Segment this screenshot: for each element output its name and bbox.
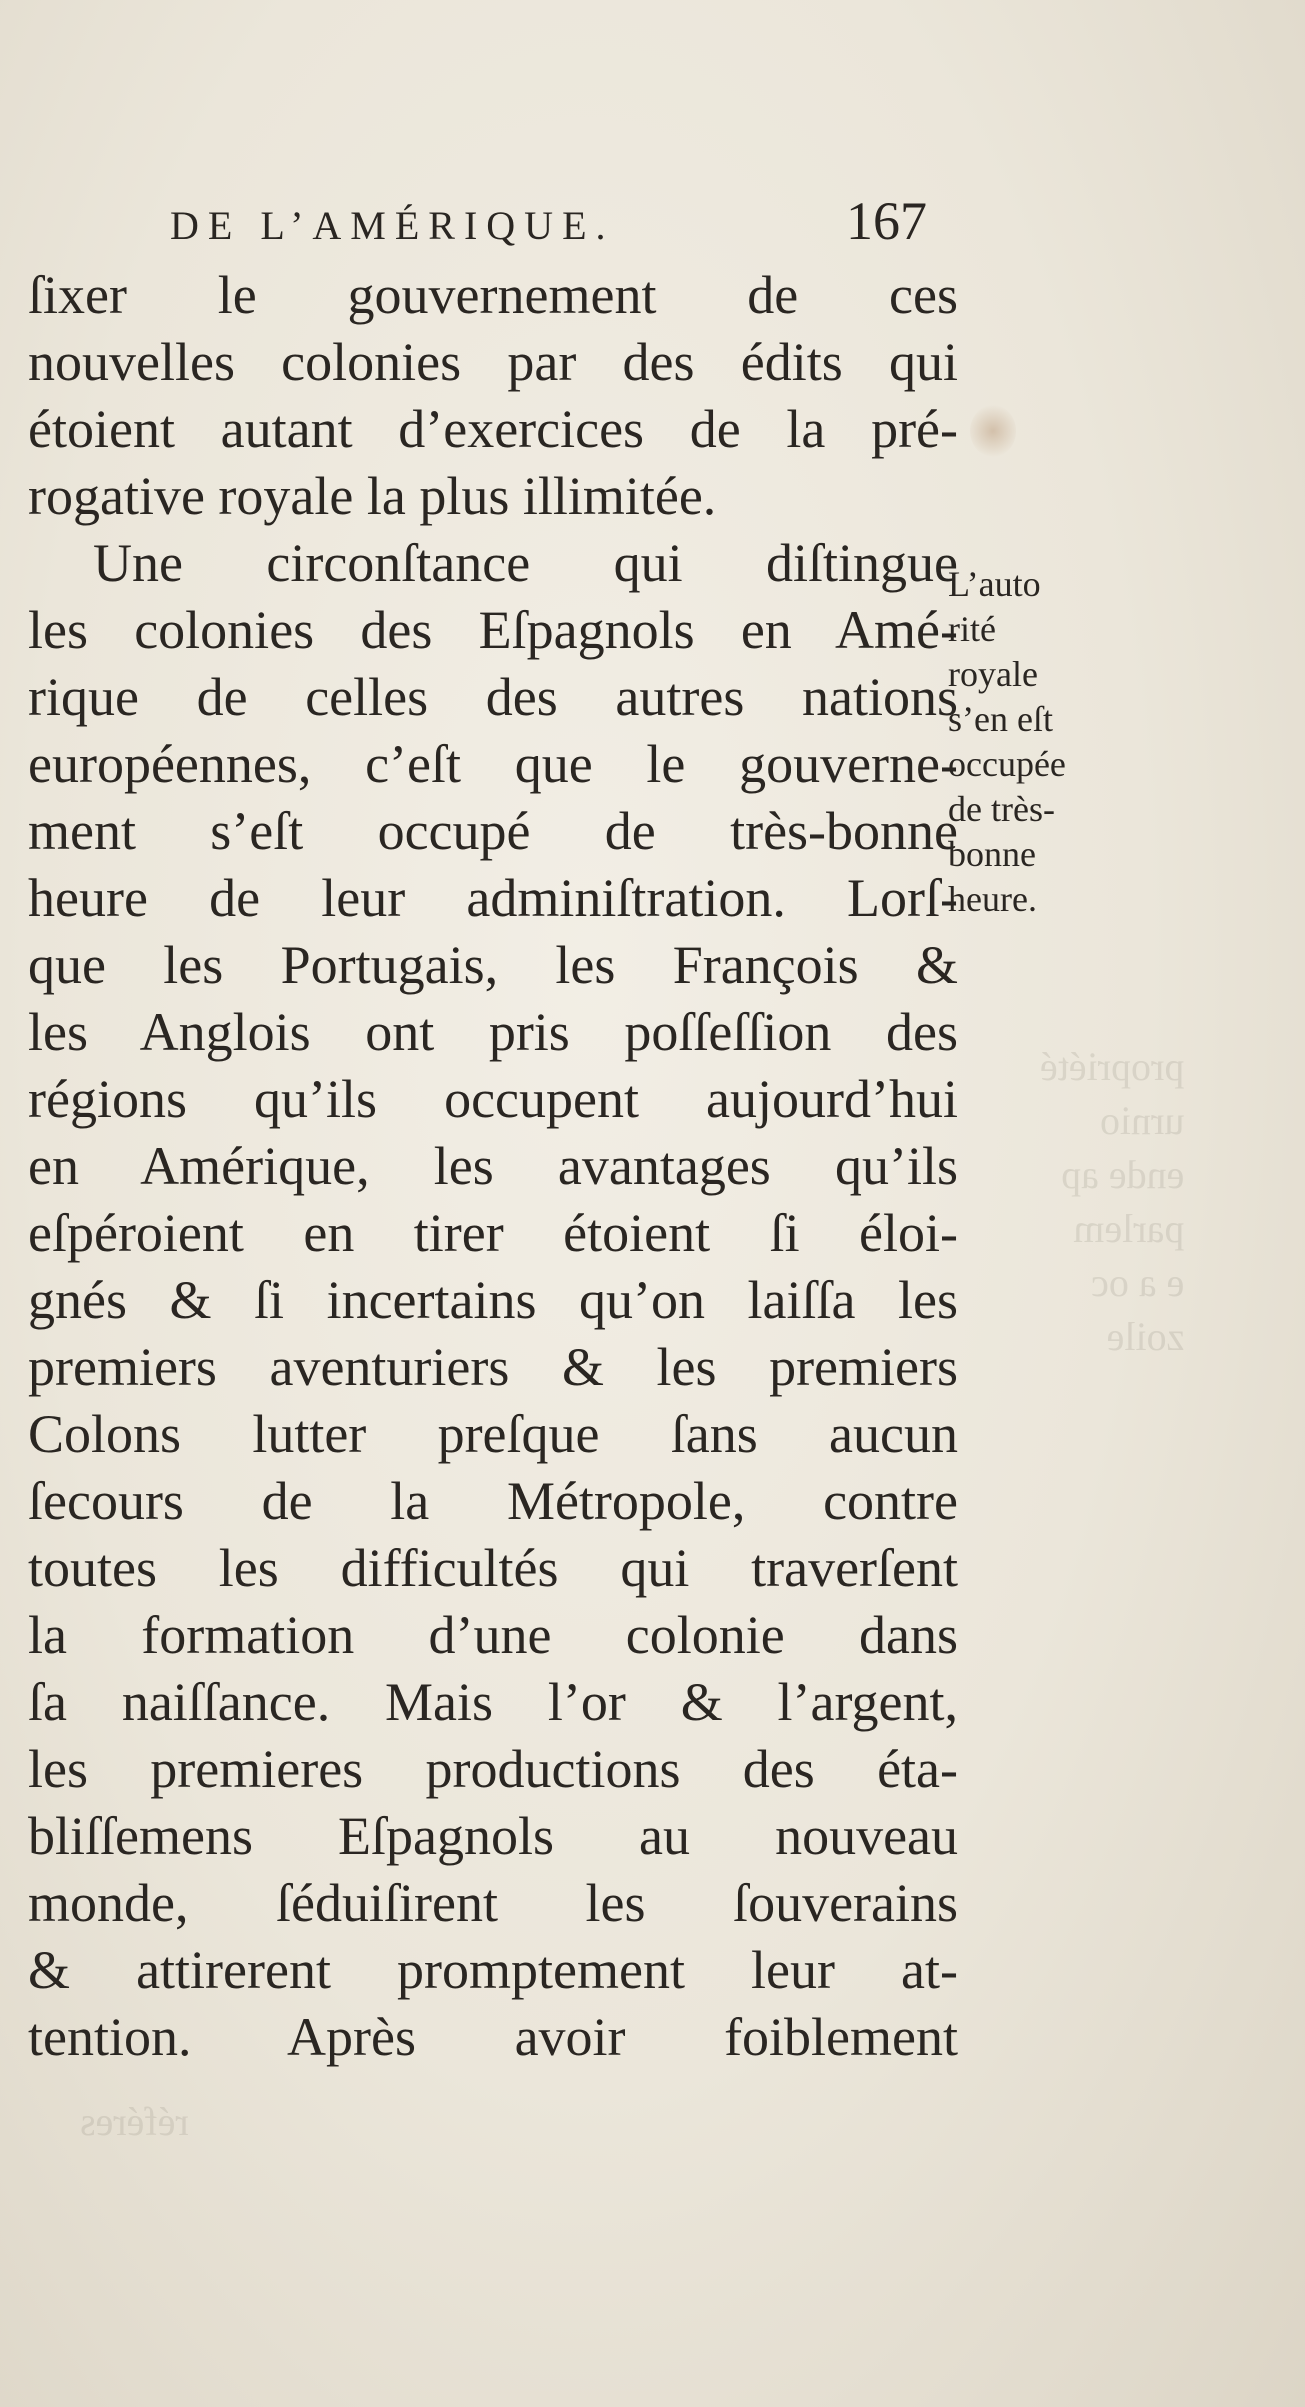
marginal-note-line: royale — [948, 654, 1038, 694]
text-line: étoient autant d’exercices de la pré- — [28, 399, 958, 459]
marginal-note-line: de très- — [948, 789, 1055, 829]
text-line: en Amérique, les avantages qu’ils — [28, 1136, 958, 1196]
marginal-note-line: bonne — [948, 834, 1036, 874]
text-line: les colonies des Eſpagnols en Amé- — [28, 600, 958, 660]
text-line: que les Portugais, les François & — [28, 935, 958, 995]
text-line: européennes, c’eſt que le gouverne- — [28, 734, 958, 794]
text-line: heure de leur adminiſtration. Lorſ- — [28, 868, 958, 928]
text-line: toutes les difficultés qui traverſent — [28, 1538, 958, 1598]
paper-stain — [970, 405, 1016, 457]
marginal-note-line: rité — [948, 609, 996, 649]
text-line: la formation d’une colonie dans — [28, 1605, 958, 1665]
text-line: nouvelles colonies par des édits qui — [28, 332, 958, 392]
marginal-note — [948, 562, 1148, 922]
text-line: bliſſemens Eſpagnols au nouveau — [28, 1806, 958, 1866]
text-line: eſpéroient en tirer étoient ſi éloi- — [28, 1203, 958, 1263]
text-line: gnés & ſi incertains qu’on laiſſa les — [28, 1270, 958, 1330]
text-line: les premieres productions des éta- — [28, 1739, 958, 1799]
text-line: Colons lutter preſque ſans aucun — [28, 1404, 958, 1464]
text-line: monde, ſéduiſirent les ſouverains — [28, 1873, 958, 1933]
text-line: tention. Après avoir foiblement — [28, 2007, 958, 2067]
marginal-note-line: occupée — [948, 744, 1066, 784]
running-header — [170, 190, 945, 260]
text-line: régions qu’ils occupent aujourd’hui — [28, 1069, 958, 1129]
page-number: 167 — [846, 191, 927, 251]
text-line: & attirerent promptement leur at- — [28, 1940, 958, 2000]
text-line: ſecours de la Métropole, contre — [28, 1471, 958, 1531]
marginal-note-line: L’auto — [948, 564, 1041, 604]
marginal-note-line: heure. — [948, 879, 1037, 919]
marginal-note-line: s’en eſt — [948, 699, 1053, 739]
body-text — [28, 262, 958, 2071]
show-through-text-bottom: référes — [80, 2099, 189, 2144]
text-line: ſixer le gouvernement de ces — [28, 265, 958, 325]
text-line: rique de celles des autres nations — [28, 667, 958, 727]
text-line: les Anglois ont pris poſſeſſion des — [28, 1002, 958, 1062]
text-line: ment s’eſt occupé de très-bonne — [28, 801, 958, 861]
text-line: Une circonſtance qui diſtingue — [93, 533, 958, 593]
text-line: rogative royale la plus illimitée. — [28, 466, 717, 526]
text-line: ſa naiſſance. Mais l’or & l’argent, — [28, 1672, 958, 1732]
show-through-text-right: propriété urnio ende ap parlem e a oc zoile — [1040, 1044, 1185, 1359]
running-title: DE L’AMÉRIQUE. — [170, 203, 615, 248]
text-line: premiers aventuriers & les premiers — [28, 1337, 958, 1397]
